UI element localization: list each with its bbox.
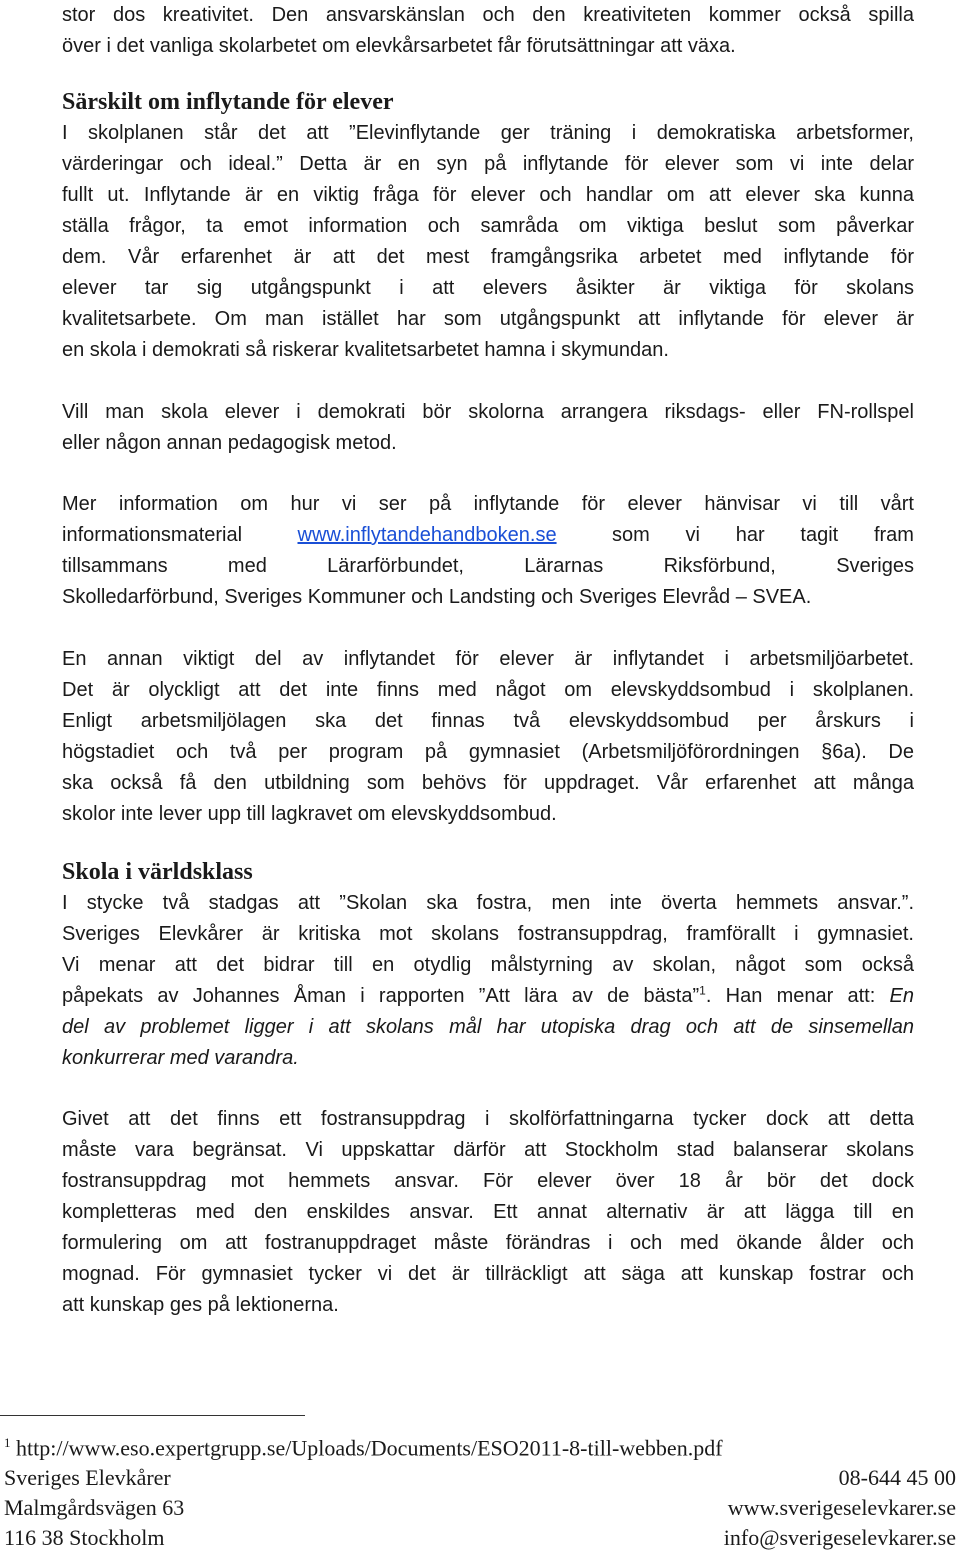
text-line: Det är olyckligt att det inte finns med något om elevskyddsombud i skolplanen.	[62, 679, 914, 701]
text-line: dem. Vår erfarenhet är att det mest framgångsrika arbetet med inflytande för	[62, 246, 914, 268]
text-line: mognad. För gymnasiet tycker vi det är tillräckligt att säga att kunskap fostrar och	[62, 1263, 914, 1285]
paragraph	[62, 118, 914, 366]
footnote-divider	[0, 1415, 305, 1416]
paragraph	[62, 644, 914, 830]
text-segment: har	[735, 524, 765, 546]
quote-text: konkurrerar med varandra.	[62, 1047, 299, 1069]
text-line: Mer information om hur vi ser på inflytande för elever hänvisar vi till vårt	[62, 493, 914, 515]
text-segment: informationsmaterial	[62, 524, 243, 546]
text-segment	[612, 520, 914, 551]
section-heading: Särskilt om inflytande för elever	[62, 89, 394, 115]
text-line: elever tar sig utgångspunkt i att elevers åsikter är viktiga för skolans	[62, 277, 914, 299]
text-line	[62, 981, 914, 1012]
text-line: Enligt arbetsmiljölagen ska det finnas två elevskyddsombud per årskurs i	[62, 710, 914, 732]
footer-row	[0, 1463, 960, 1493]
text-line: över i det vanliga skolarbetet om elevkårsarbetet får förutsättningar att växa.	[62, 35, 736, 57]
text-segment: fram	[873, 524, 914, 546]
text-line: högstadiet och två per program på gymnasiet (Arbetsmiljöförordningen §6a). De	[62, 741, 914, 763]
org-name: Sveriges Elevkårer	[4, 1465, 171, 1491]
quote-text: En	[889, 985, 914, 1007]
text-segment: som	[611, 524, 650, 546]
footer-row	[0, 1493, 960, 1523]
text-line: formulering om att fostranuppdraget måste förändras i och med ökande ålder och	[62, 1232, 914, 1254]
footnote-reference[interactable]: 1	[699, 983, 706, 998]
section-heading: Skola i världsklass	[62, 859, 253, 885]
footnote-text	[4, 1428, 723, 1463]
text-line: stor dos kreativitet. Den ansvarskänslan och den kreativiteten kommer också spilla	[62, 4, 914, 26]
text-line: Sveriges Elevkårer är kritiska mot skolans fostransuppdrag, framförallt i gymnasiet.	[62, 923, 914, 945]
text-line: skolor inte lever upp till lagkravet om elevskyddsombud.	[62, 803, 557, 825]
footnote-link[interactable]: http://www.eso.expertgrupp.se/Uploads/Documents/ESO2011-8-till-webben.pdf	[16, 1435, 723, 1461]
text-line: eller någon annan pedagogisk metod.	[62, 432, 397, 454]
text-line: Vill man skola elever i demokrati bör skolorna arrangera riksdags- eller FN-rollspel	[62, 401, 914, 423]
text-line: fullt ut. Inflytande är en viktig fråga för elever och handlar om att elever ska kunna	[62, 184, 914, 206]
paragraph	[62, 397, 914, 459]
text-line: kompletteras med den enskildes ansvar. Ett annat alternativ är att lägga till en	[62, 1201, 914, 1223]
paragraph	[62, 489, 914, 613]
intro-paragraph	[62, 0, 914, 62]
text-line: Skolledarförbund, Sveriges Kommuner och Landsting och Sveriges Elevråd – SVEA.	[62, 586, 812, 608]
text-line	[62, 520, 914, 551]
text-line: ska också få den utbildning som behövs för uppdraget. Vår erfarenhet att många	[62, 772, 914, 794]
email-link[interactable]: info@sverigeselevkarer.se	[723, 1525, 956, 1551]
text-segment: . Han menar att:	[705, 985, 890, 1007]
paragraph	[62, 1104, 914, 1321]
inflytandehandboken-link[interactable]: www.inflytandehandboken.se	[297, 524, 557, 546]
footnote	[0, 1428, 960, 1463]
city-address: 116 38 Stockholm	[4, 1525, 165, 1551]
website-link[interactable]: www.sverigeselevkarer.se	[727, 1495, 956, 1521]
text-segment: vi	[685, 524, 700, 546]
quote-text: del av problemet ligger i att skolans mål har utopiska drag och att de sinsemellan	[62, 1016, 914, 1038]
text-line: måste vara begränsat. Vi uppskattar därför att Stockholm stad balanserar skolans	[62, 1139, 914, 1161]
text-line: tillsammans med Lärarförbundet, Lärarnas Riksförbund, Sveriges	[62, 555, 914, 577]
street-address: Malmgårdsvägen 63	[4, 1495, 185, 1521]
text-line: att kunskap ges på lektionerna.	[62, 1294, 339, 1316]
text-line: ställa frågor, ta emot information och samråda om viktiga beslut som påverkar	[62, 215, 914, 237]
footer-row	[0, 1523, 960, 1553]
text-segment: påpekats av Johannes Åman i rapporten ”Att lära av de bästa”	[62, 985, 700, 1007]
text-line: kvalitetsarbete. Om man istället har som utgångspunkt att inflytande för elever är	[62, 308, 914, 330]
text-line: fostransuppdrag mot hemmets ansvar. För elever över 18 år bör det dock	[62, 1170, 914, 1192]
text-line: I skolplanen står det att ”Elevinflytande ger träning i demokratiska arbetsformer,	[62, 122, 914, 144]
phone-number: 08-644 45 00	[838, 1465, 956, 1491]
paragraph	[62, 888, 914, 1074]
page-footer	[0, 1428, 960, 1553]
text-line: En annan viktigt del av inflytandet för elever är inflytandet i arbetsmiljöarbetet.	[62, 648, 914, 670]
text-line: Givet att det finns ett fostransuppdrag i skolförfattningarna tycker dock att detta	[62, 1108, 914, 1130]
footnote-number: 1	[4, 1435, 11, 1450]
text-line: en skola i demokrati så riskerar kvalitetsarbetet hamna i skymundan.	[62, 339, 669, 361]
text-line: I stycke två stadgas att ”Skolan ska fostra, men inte överta hemmets ansvar.”.	[62, 892, 914, 914]
text-segment: tagit	[800, 524, 839, 546]
text-line: Vi menar att det bidrar till en otydlig målstyrning av skolan, något som också	[62, 954, 914, 976]
text-line: värderingar och ideal.” Detta är en syn på inflytande för elever som vi inte delar	[62, 153, 914, 175]
